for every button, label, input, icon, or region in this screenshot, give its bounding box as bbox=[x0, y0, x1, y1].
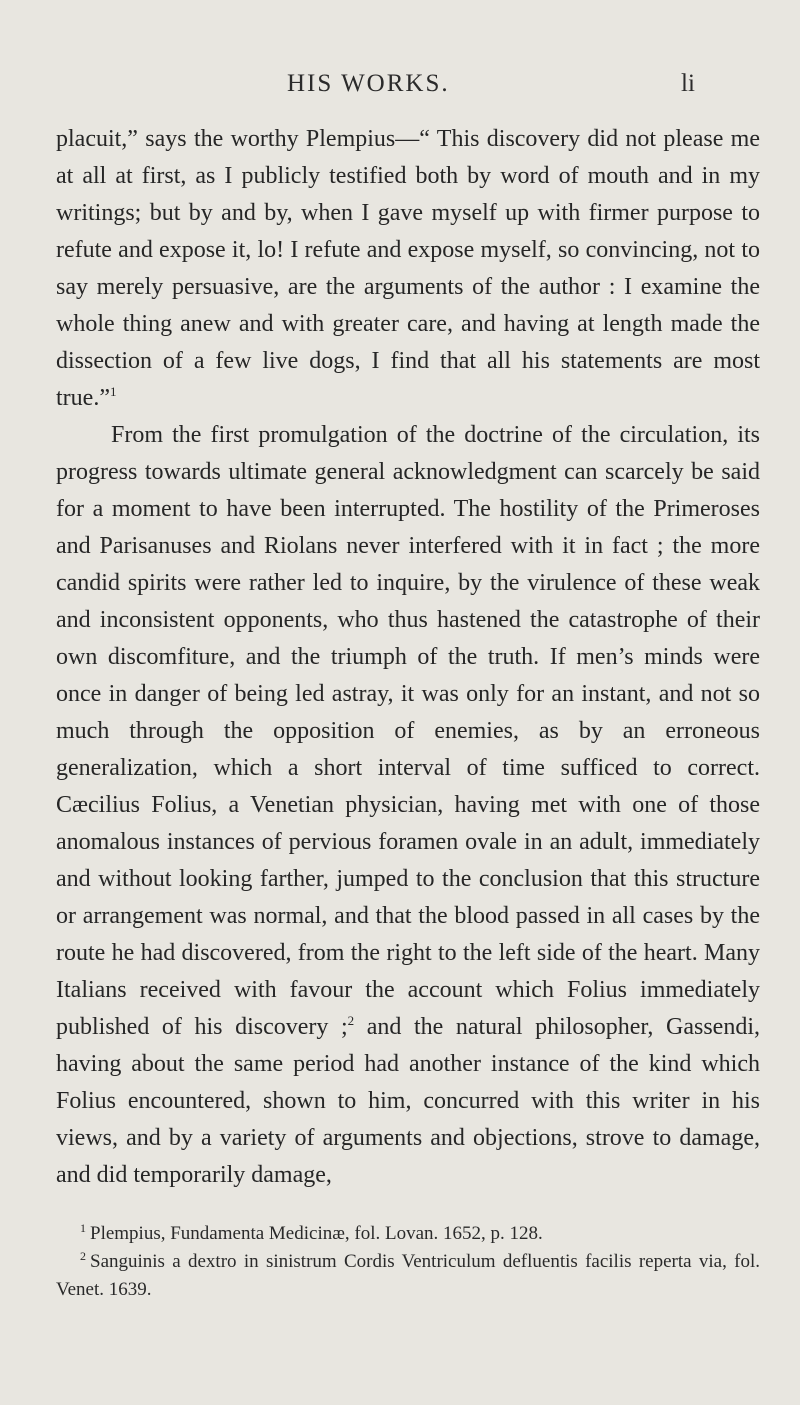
page-number: li bbox=[681, 70, 695, 97]
running-title: HIS WORKS. bbox=[287, 70, 450, 97]
footnote-reference: 1 bbox=[109, 384, 117, 399]
footnote-text: Sanguinis a dextro in sinistrum Cordis Ventriculum defluentis facilis reperta via, fol. Venet. 1639. bbox=[56, 1251, 760, 1300]
paragraph-text: and the natural philosopher, Gassendi, having about the same period had another instance of the kind which Folius encountered, shown to him, concurred with this writer in his views, and by a variety of arguments and objections, strove to damage, and did temporarily damage, bbox=[56, 1014, 760, 1188]
footnote bbox=[56, 1220, 760, 1248]
footnote-mark: 2 bbox=[80, 1248, 86, 1263]
footnote-text: Plempius, Fundamenta Medicinæ, fol. Lovan. 1652, p. 128. bbox=[90, 1223, 543, 1244]
body-text bbox=[56, 121, 760, 1194]
paragraph-text: placuit,” says the worthy Plempius—“ This discovery did not please me at all at first, as I publicly testified both by word of mouth and in my writings; but by and by, when I gave myself up with firmer purpose to refute and expose it, lo! I refute and expose myself, so convincing, not to say merely persuasive, are the arguments of the author : I examine the whole thing anew and with greater care, and having at length made the dissection of a few live dogs, I find that all his statements are most true.” bbox=[56, 126, 760, 411]
paragraph-text: From the first promulgation of the doctrine of the circulation, its progress towards ultimate general acknowledgment can scarcely be said for a moment to have been interrupted. The hostility of the Primeroses and Parisanuses and Riolans never interfered with it in fact ; the more candid spirits were rather led to inquire, by the virulence of these weak and inconsistent opponents, who thus hastened the catastrophe of their own discomfiture, and the triumph of the truth. If men’s minds were once in danger of being led astray, it was only for an instant, and not so much through the opposition of enemies, as by an erroneous generalization, which a short interval of time sufficed to correct. Cæcilius Folius, a Venetian physician, having met with one of those anomalous instances of pervious foramen ovale in an adult, immediately and without looking farther, jumped to the conclusion that this structure or arrangement was normal, and that the blood passed in all cases by the route he had discovered, from the right to the left side of the heart. Many Italians received with favour the account which Folius immediately published of his discovery ; bbox=[56, 422, 760, 1040]
paragraph bbox=[56, 417, 760, 1194]
footnotes bbox=[56, 1220, 760, 1304]
running-head bbox=[0, 70, 800, 110]
paragraph-continued bbox=[56, 121, 760, 417]
footnote-mark: 1 bbox=[80, 1220, 86, 1235]
footnote-reference: 2 bbox=[347, 1013, 355, 1028]
footnote bbox=[56, 1248, 760, 1304]
